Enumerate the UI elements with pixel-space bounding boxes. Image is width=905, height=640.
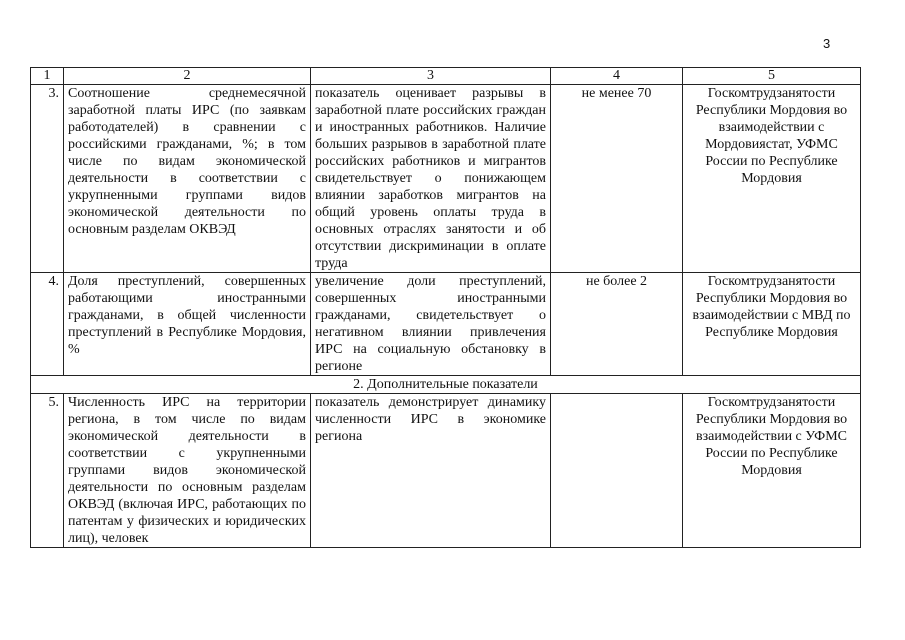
responsible-cell: Госкомтрудзанятости Республики Мордовия во взаимодействии с УФМС России по Республике Мордовия (683, 394, 861, 548)
row-number: 4. (31, 273, 64, 376)
target-value-cell: не менее 70 (551, 85, 683, 273)
header-cell: 2 (64, 68, 311, 85)
responsible-cell: Госкомтрудзанятости Республики Мордовия во взаимодействии с Мордовиястат, УФМС России по Республике Мордовия (683, 85, 861, 273)
indicators-table (30, 67, 861, 548)
table-header-row (31, 68, 861, 85)
section-title: 2. Дополнительные показатели (31, 376, 861, 394)
header-cell: 1 (31, 68, 64, 85)
header-cell: 5 (683, 68, 861, 85)
target-value-cell: не более 2 (551, 273, 683, 376)
row-number: 3. (31, 85, 64, 273)
section-row (31, 376, 861, 394)
table-row (31, 273, 861, 376)
indicator-cell: Соотношение среднемесячной заработной платы ИРС (по заявкам работодателей) в сравнении с российскими гражданами, %; в том числе по видам экономической деятельности в соответствии с укрупненными группами видов экономической деятельности по основным разделам ОКВЭД (64, 85, 311, 273)
row-number: 5. (31, 394, 64, 548)
target-value-cell (551, 394, 683, 548)
description-cell: увеличение доли преступлений, совершенных иностранными гражданами, свидетельствует о негативном влиянии привлечения ИРС на социальную обстановку в регионе (311, 273, 551, 376)
header-cell: 3 (311, 68, 551, 85)
indicator-cell: Доля преступлений, совершенных работающими иностранными гражданами, в общей численности преступлений в Республике Мордовия, % (64, 273, 311, 376)
page-number: 3 (823, 36, 831, 51)
responsible-cell: Госкомтрудзанятости Республики Мордовия во взаимодействии с МВД по Республике Мордовия (683, 273, 861, 376)
header-cell: 4 (551, 68, 683, 85)
description-cell: показатель оценивает разрывы в заработной плате российских граждан и иностранных работников. Наличие больших разрывов в заработной плате российских работников и мигрантов свидетельствует о понижающем влиянии заработков мигрантов на общий уровень оплаты труда в основных отраслях занятости и об отсутствии дискриминации в оплате труда (311, 85, 551, 273)
indicator-cell: Численность ИРС на территории региона, в том числе по видам экономической деятельности в соответствии с укрупненными группами видов экономической деятельности по основным разделам ОКВЭД (включая ИРС, работающих по патентам у физических и юридических лиц), человек (64, 394, 311, 548)
description-cell: показатель демонстрирует динамику численности ИРС в экономике региона (311, 394, 551, 548)
table-row (31, 394, 861, 548)
table-row (31, 85, 861, 273)
